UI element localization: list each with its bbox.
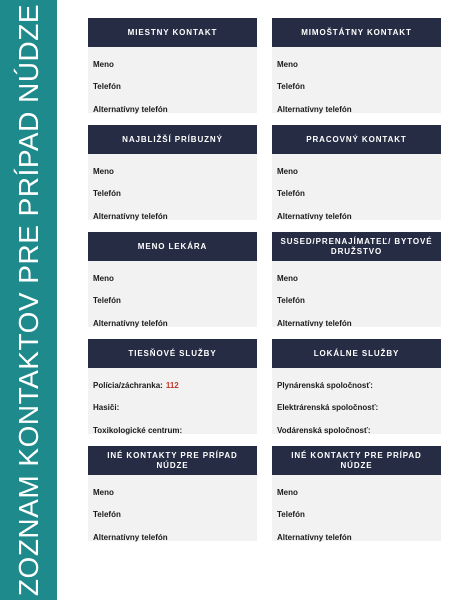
contact-card-emergency-services (88, 339, 257, 434)
field-alt-phone[interactable]: Alternatívny telefón (93, 532, 168, 542)
card-title: MIESTNY KONTAKT (88, 18, 257, 47)
field-name[interactable]: Meno (93, 487, 114, 497)
field-alt-phone[interactable]: Alternatívny telefón (93, 211, 168, 221)
field-poison-center[interactable]: Toxikologické centrum: (93, 425, 183, 435)
sidebar (0, 0, 57, 600)
field-phone[interactable]: Telefón (277, 510, 305, 520)
contact-card-neighbor (272, 232, 441, 327)
field-alt-phone[interactable]: Alternatívny telefón (277, 104, 352, 114)
card-title: INÉ KONTAKTY PRE PRÍPAD NÚDZE (88, 446, 257, 475)
field-alt-phone[interactable]: Alternatívny telefón (93, 104, 168, 114)
card-title: MIMOŠTÁTNY KONTAKT (272, 18, 441, 47)
card-title: TIESŇOVÉ SLUŽBY (88, 339, 257, 368)
field-name[interactable]: Meno (277, 273, 298, 283)
card-title: LOKÁLNE SLUŽBY (272, 339, 441, 368)
field-phone[interactable]: Telefón (277, 296, 305, 306)
field-fire-department[interactable]: Hasiči: (93, 403, 120, 413)
field-water-company[interactable]: Vodárenská spoločnosť: (277, 425, 371, 435)
field-name[interactable]: Meno (93, 59, 114, 69)
field-name[interactable]: Meno (93, 166, 114, 176)
field-alt-phone[interactable]: Alternatívny telefón (93, 318, 168, 328)
card-title: INÉ KONTAKTY PRE PRÍPAD NÚDZE (272, 446, 441, 475)
emergency-number: 112 (165, 380, 179, 390)
page-title: ZOZNAM KONTAKTOV PRE PRÍPAD NÚDZE (12, 3, 44, 597)
field-phone[interactable]: Telefón (93, 510, 121, 520)
field-alt-phone[interactable]: Alternatívny telefón (277, 211, 352, 221)
field-alt-phone[interactable]: Alternatívny telefón (277, 318, 352, 328)
card-title: MENO LEKÁRA (88, 232, 257, 261)
field-alt-phone[interactable]: Alternatívny telefón (277, 532, 352, 542)
contact-card-utilities (272, 339, 441, 434)
card-title: NAJBLIŽŠÍ PRÍBUZNÝ (88, 125, 257, 154)
contact-card-local (88, 18, 257, 113)
contact-card-other-2 (272, 446, 441, 541)
field-name[interactable]: Meno (93, 273, 114, 283)
contact-card-work (272, 125, 441, 220)
contact-card-other-1 (88, 446, 257, 541)
field-label: Polícia/záchranka: (93, 380, 163, 390)
contact-grid (88, 18, 441, 541)
field-phone[interactable]: Telefón (277, 82, 305, 92)
field-phone[interactable]: Telefón (93, 189, 121, 199)
field-phone[interactable]: Telefón (93, 296, 121, 306)
card-title: SUSED/PRENAJÍMATEĽ/ BYTOVÉ DRUŽSTVO (272, 232, 441, 261)
field-name[interactable]: Meno (277, 59, 298, 69)
card-title: PRACOVNÝ KONTAKT (272, 125, 441, 154)
contact-card-out-of-state (272, 18, 441, 113)
field-gas-company[interactable]: Plynárenská spoločnosť: (277, 380, 373, 390)
contact-card-doctor (88, 232, 257, 327)
field-police-ambulance[interactable] (93, 374, 252, 397)
field-name[interactable]: Meno (277, 487, 298, 497)
field-electric-company[interactable]: Elektrárenská spoločnosť: (277, 403, 379, 413)
field-phone[interactable]: Telefón (93, 82, 121, 92)
field-phone[interactable]: Telefón (277, 189, 305, 199)
contact-card-next-of-kin (88, 125, 257, 220)
field-name[interactable]: Meno (277, 166, 298, 176)
